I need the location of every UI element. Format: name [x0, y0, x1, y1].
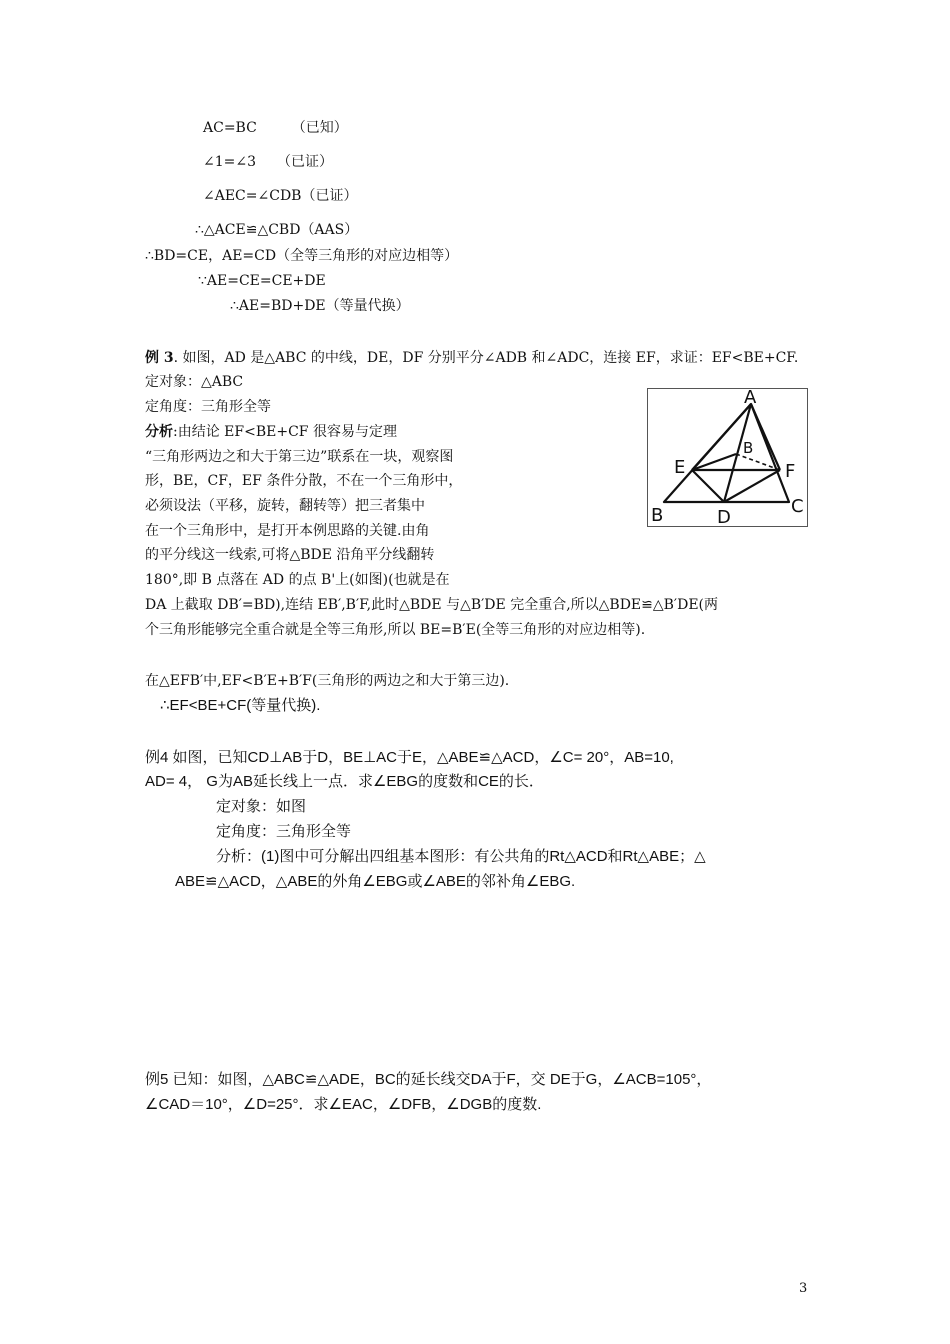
proof-line-4: ∴△ACE≌△CBD（AAS）	[195, 222, 359, 238]
example-4-analysis-1: 分析：(1)图中可分解出四组基本图形：有公共角的Rt△ACD和Rt△ABE；△	[216, 848, 706, 865]
example-3-conclusion: ∴EF<BE+CF(等量代换).	[160, 697, 321, 714]
analysis-text-1: :由结论 EF<BE+CF 很容易与定理	[173, 424, 397, 440]
proof-line-1: AC=BC （已知）	[203, 120, 348, 136]
example-4-angle: 定角度：三角形全等	[216, 823, 352, 840]
example-3-analysis-6: 的平分线这一线索,可将△BDE 沿角平分线翻转	[145, 547, 435, 563]
label-f: F	[785, 461, 796, 482]
page-number: 3	[799, 1281, 808, 1296]
example-3-analysis-8: DA 上截取 DB′=BD),连结 EB′,B′F,此时△BDE 与△B′DE 完全重合,所以△BDE≌△B′DE(两	[145, 597, 719, 613]
example-4-problem-2: AD= 4， G为AB延长线上一点．求∠EBG的度数和CE的长．	[145, 773, 544, 790]
example-3-analysis-7: 180°,即 B 点落在 AD 的点 B'上(如图)(也就是在	[145, 572, 450, 588]
analysis-label: 分析	[145, 424, 173, 440]
example-3-analysis-2: “三角形两边之和大于第三边”联系在一块，观察图	[145, 449, 454, 465]
segment-fa	[751, 404, 780, 470]
example-3-text: . 如图，AD 是△ABC 的中线，DE，DF 分别平分∠ADB 和∠ADC，连接 EF，求证：EF<BE+CF.	[173, 350, 799, 366]
proof-line-6: ∵AE=CE=CE+DE	[198, 273, 326, 289]
triangle-figure	[647, 388, 808, 527]
proof-line-3: ∠AEC=∠CDB（已证）	[203, 188, 358, 204]
proof-line-2: ∠1=∠3 （已证）	[203, 154, 334, 170]
label-d: D	[717, 507, 731, 526]
example-3-analysis-1	[145, 423, 397, 441]
example-4-analysis-2: ABE≌△ACD，△ABE的外角∠EBG或∠ABE的邻补角∠EBG.	[175, 873, 576, 890]
label-c: C	[791, 496, 804, 517]
example-3-analysis-9: 个三角形能够完全重合就是全等三角形,所以 BE=B′E(全等三角形的对应边相等).	[145, 622, 646, 638]
example-3-analysis-10: 在△EFB′中,EF<B′E+B′F(三角形的两边之和大于第三边).	[145, 673, 510, 689]
label-b-prime: B	[743, 439, 754, 457]
proof-line-7: ∴AE=BD+DE（等量代换）	[230, 298, 410, 314]
example-3-analysis-5: 在一个三角形中，是打开本例思路的关键.由角	[145, 523, 430, 539]
triangle-diagram	[648, 389, 807, 526]
example-3-analysis-3: 形，BE，CF，EF 条件分散，不在一个三角形中，	[145, 473, 463, 489]
example-5-problem-1: 例5 已知：如图，△ABC≌△ADE，BC的延长线交DA于F，交 DE于G，∠ACB=105°，	[145, 1071, 712, 1088]
example-3-analysis-4: 必须设法（平移，旋转，翻转等）把三者集中	[145, 498, 425, 514]
label-a: A	[744, 389, 757, 408]
example-4-problem-1: 例4 如图，已知CD⊥AB于D，BE⊥AC于E，△ABE≌△ACD，∠C= 20°，AB=10,	[145, 749, 674, 766]
example-3-label: 例 3	[145, 350, 174, 366]
example-4-object: 定对象：如图	[216, 798, 307, 815]
proof-line-5: ∴BD=CE，AE=CD（全等三角形的对应边相等）	[145, 248, 459, 264]
label-b: B	[651, 505, 664, 526]
segment-de	[692, 470, 724, 502]
label-e: E	[674, 457, 686, 478]
example-5-problem-2: ∠CAD＝10°，∠D=25°．求∠EAC，∠DFB，∠DGB的度数.	[145, 1096, 542, 1113]
example-3-object: 定对象：△ABC	[145, 374, 244, 390]
example-3-problem	[145, 349, 798, 367]
triangle-abc	[664, 404, 789, 502]
example-3-angle: 定角度：三角形全等	[145, 399, 271, 415]
